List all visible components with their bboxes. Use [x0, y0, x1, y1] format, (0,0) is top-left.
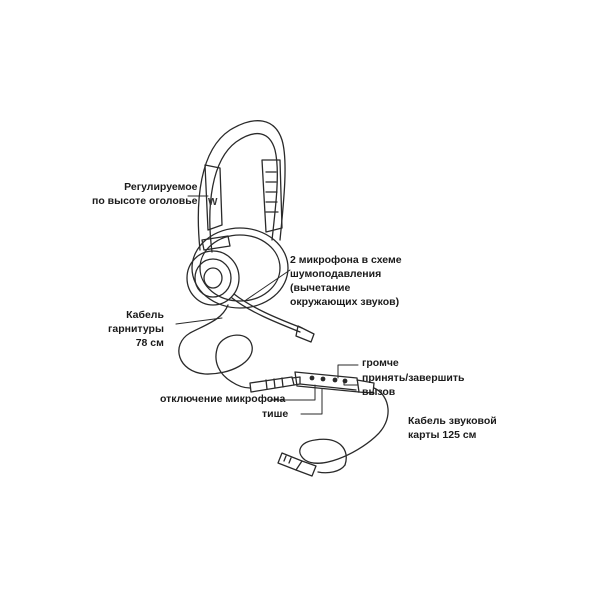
label-headset-cable-line-2: гарнитуры: [108, 323, 164, 335]
label-microphones-line-2: шумоподавления: [290, 268, 382, 280]
label-headset-cable: [108, 308, 164, 350]
label-soundcard-cable: [408, 414, 497, 442]
brand-logo: W: [208, 197, 218, 208]
label-answer-end: [362, 371, 465, 399]
volume-up-button-icon: [343, 379, 348, 384]
usb-plug: [278, 453, 316, 476]
mute-button-icon: [310, 376, 315, 381]
volume-down-button-icon: [321, 377, 326, 382]
audio-jack: [250, 377, 300, 392]
label-microphones-line-1: 2 микрофона в схеме: [290, 254, 402, 266]
label-microphones: [290, 253, 402, 309]
label-answer-end-line-2: вызов: [362, 386, 396, 398]
label-soundcard-cable-line-2: карты 125 см: [408, 429, 477, 441]
label-soundcard-cable-line-1: Кабель звуковой: [408, 415, 497, 427]
label-volume-up: громче: [362, 357, 399, 369]
label-volume-down: тише: [262, 408, 289, 420]
label-headset-cable-line-1: Кабель: [126, 309, 164, 321]
label-answer-end-line-1: принять/завершить: [362, 372, 465, 384]
headset-cable: [179, 305, 252, 388]
label-microphones-line-3: (вычетание: [290, 282, 351, 294]
label-headband: [92, 180, 197, 208]
soundcard-cable: [300, 388, 388, 473]
headband: [198, 121, 285, 252]
label-headband-line-1: Регулируемое: [124, 181, 198, 193]
label-microphones-line-4: окружающих звуков): [290, 296, 400, 308]
label-mic-mute: отключение микрофона: [160, 393, 286, 405]
answer-button-icon: [333, 378, 338, 383]
label-headband-line-2: по высоте оголовье: [92, 195, 198, 207]
label-headset-cable-line-3: 78 см: [135, 337, 164, 349]
